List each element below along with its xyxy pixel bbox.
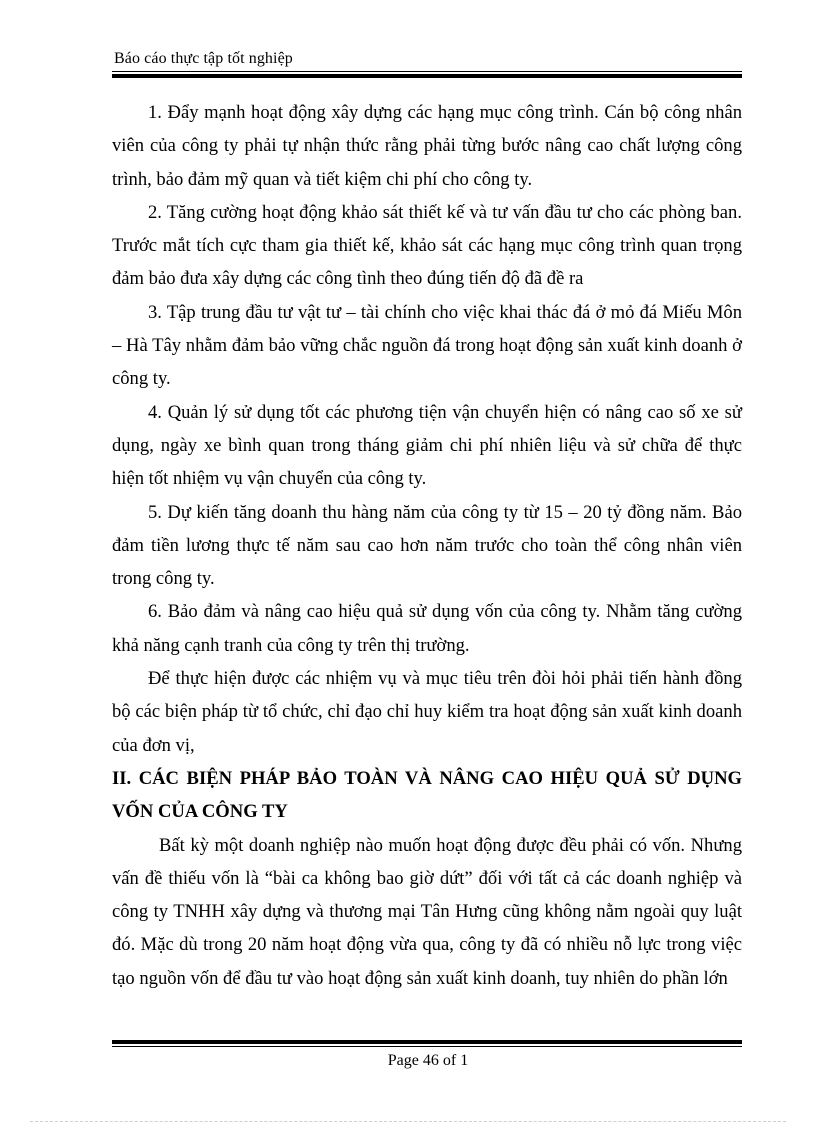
page-header-title: Báo cáo thực tập tốt nghiệp [114,50,293,67]
list-item-3: 3. Tập trung đầu tư vật tư – tài chính cho việc khai thác đá ở mỏ đá Miếu Môn – Hà Tây nhằm đảm bảo vững chắc nguồn đá trong hoạt động sản xuất kinh doanh ở công ty. [112,301,742,390]
list-item-6: 6. Bảo đảm và nâng cao hiệu quả sử dụng vốn của công ty. Nhằm tăng cường khả năng cạnh tranh của công ty trên thị trường. [112,601,742,656]
list-item-4: 4. Quản lý sử dụng tốt các phương tiện vận chuyển hiện có nâng cao số xe sử dụng, ngày xe bình quan trong tháng giảm chi phí nhiên liệu và sử chữa để thực hiện tốt nhiệm vụ vận chuyển của công ty. [112,401,742,490]
footer-rule-thin [112,1046,742,1047]
page-boundary [30,1121,786,1122]
section-heading: II. CÁC BIỆN PHÁP BẢO TOÀN VÀ NÂNG CAO HIỆU QUẢ SỬ DỤNG VỐN CỦA CÔNG TY [112,767,742,823]
list-item-2: 2. Tăng cường hoạt động khảo sát thiết kế và tư vấn đầu tư cho các phòng ban. Trước mắt tích cực tham gia thiết kế, khảo sát các hạng mục công trình quan trọng đảm bảo đưa xây dựng các công tình theo đúng tiến độ đã đề ra [112,201,742,290]
page-number: Page 46 of 1 [387,1052,469,1069]
header-rule-thick [112,74,742,78]
footer-rule-thick [112,1040,742,1044]
section-paragraph: Bất kỳ một doanh nghiệp nào muốn hoạt động được đều phải có vốn. Nhưng vấn đề thiếu vốn là “bài ca không bao giờ dứt” đối với tất cả các doanh nghiệp và công ty TNHH xây dựng và thương mại Tân Hưng cũng không nằm ngoài quy luật đó. Mặc dù trong 20 năm hoạt động vừa qua, công ty đã có nhiều nỗ lực trong việc tạo nguồn vốn để đầu tư vào hoạt động sản xuất kinh doanh, tuy nhiên do phần lớn [112,834,742,989]
body-text [112,96,742,995]
header-rule-thin [112,71,742,72]
summary-paragraph: Để thực hiện được các nhiệm vụ và mục tiêu trên đòi hỏi phải tiến hành đồng bộ các biện pháp từ tổ chức, chỉ đạo chỉ huy kiểm tra hoạt động sản xuất kinh doanh của đơn vị, [112,668,742,756]
list-item-5: 5. Dự kiến tăng doanh thu hàng năm của công ty từ 15 – 20 tỷ đồng năm. Bảo đảm tiền lương thực tế năm sau cao hơn năm trước cho toàn thể công nhân viên trong công ty. [112,501,742,590]
list-item-1: 1. Đẩy mạnh hoạt động xây dựng các hạng mục công trình. Cán bộ công nhân viên của công ty phải tự nhận thức rằng phải từng bước nâng cao chất lượng công trình, bảo đảm mỹ quan và tiết kiệm chi phí cho công ty. [112,102,742,190]
